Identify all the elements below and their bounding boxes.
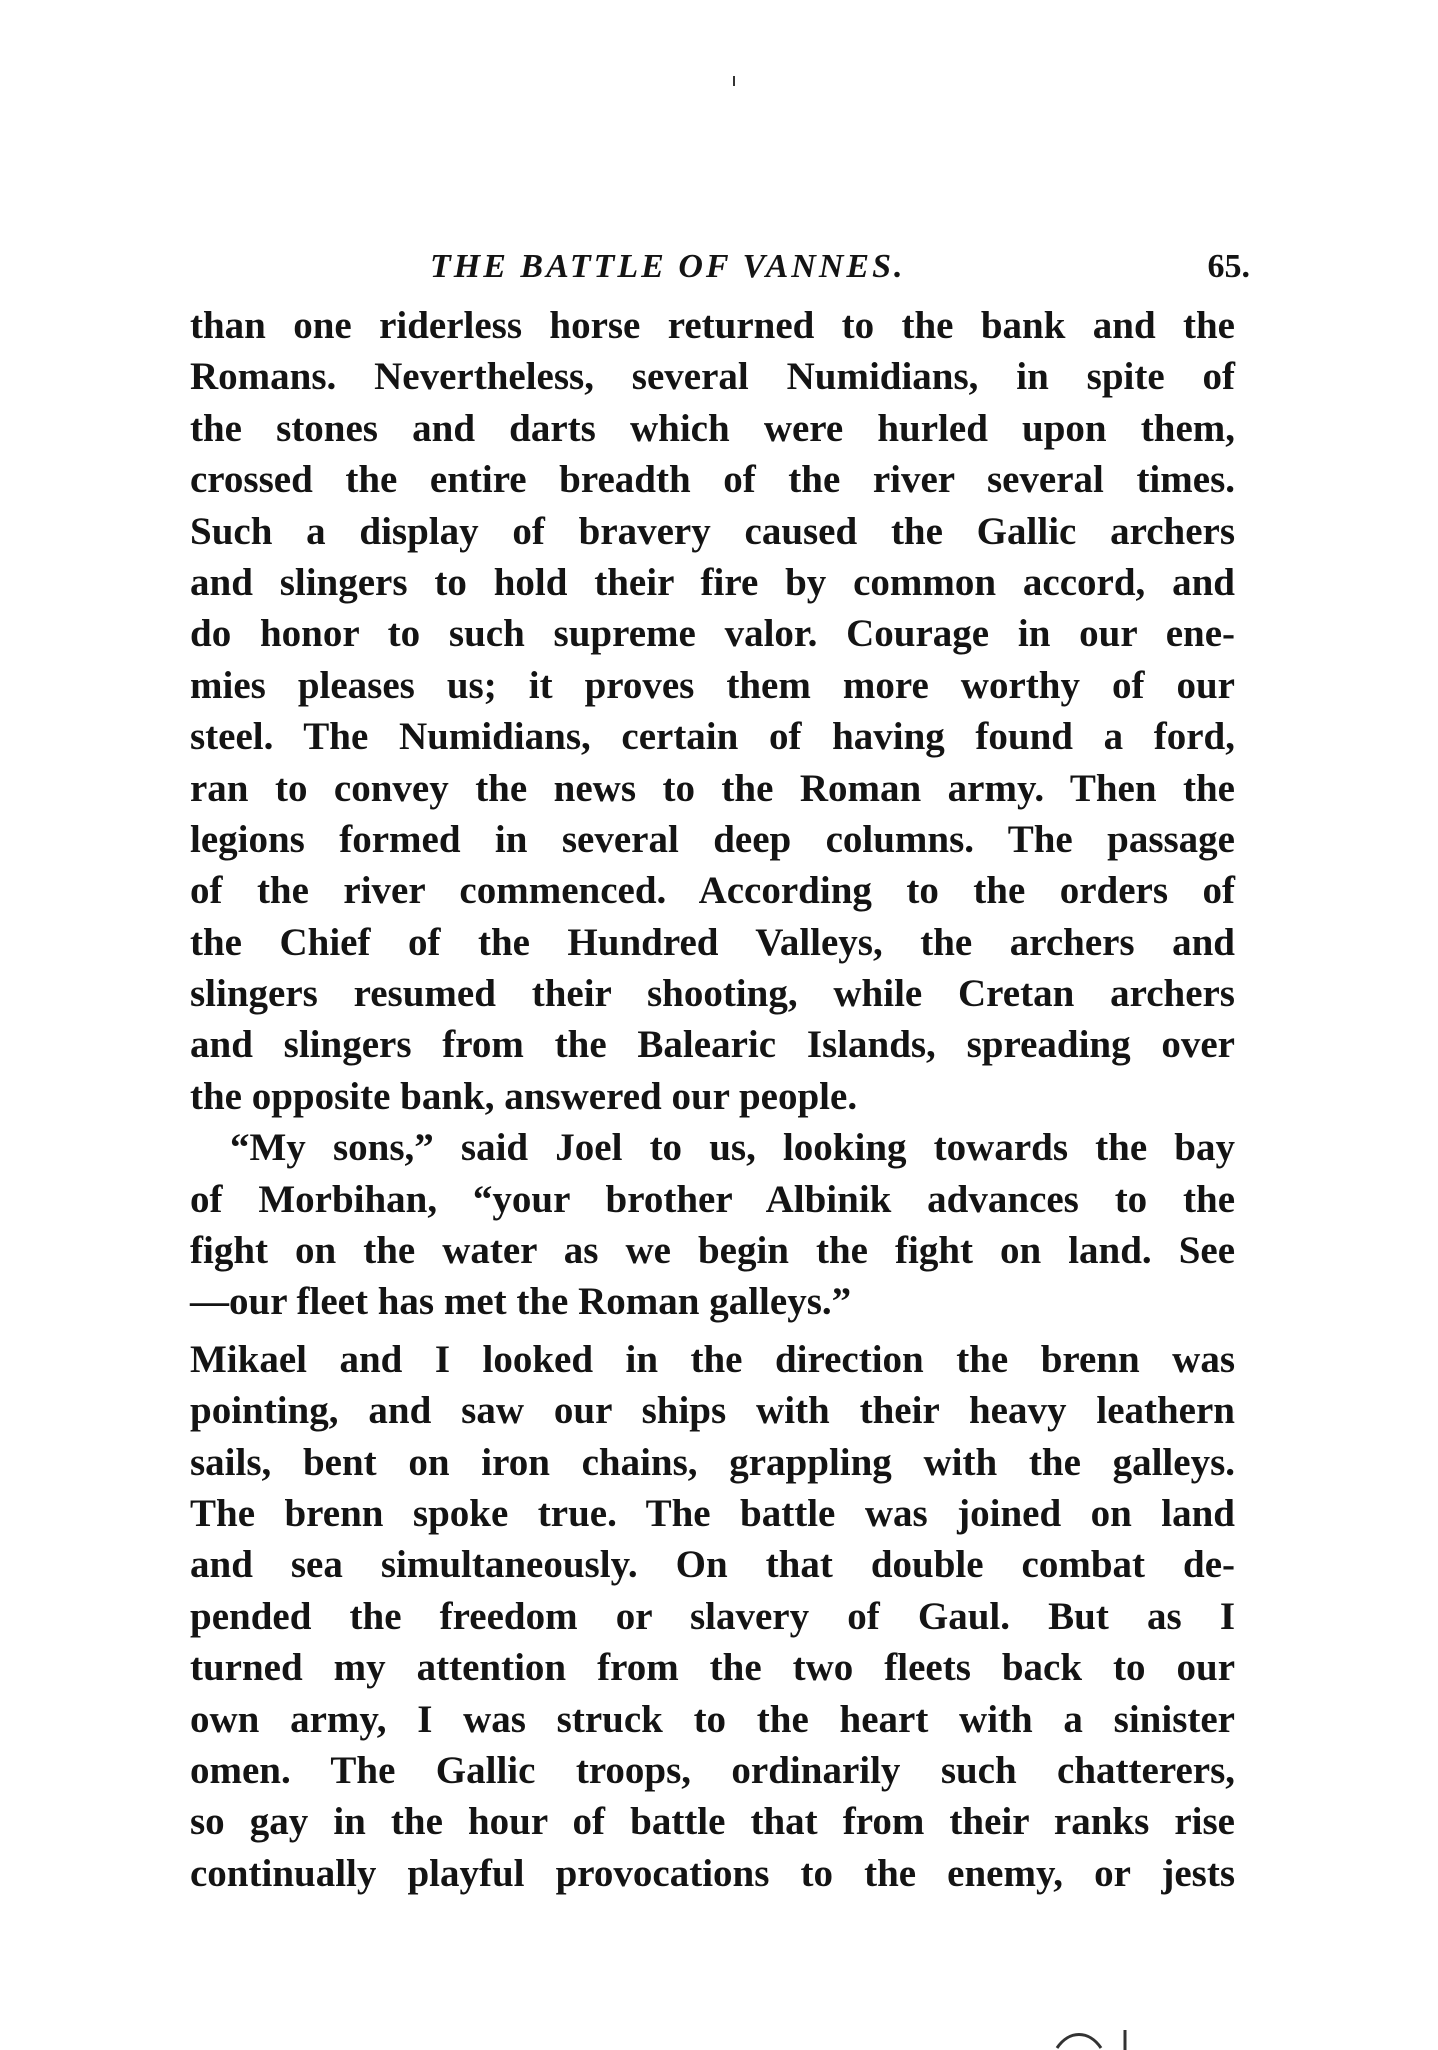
text-line: omen. The Gallic troops, ordinarily such chatterers, (190, 1748, 1235, 1792)
text-line: turned my attention from the two fleets back to our (190, 1646, 1235, 1690)
text-line: fight on the water as we begin the fight on land. See (190, 1229, 1235, 1273)
text-line: continually playful provocations to the enemy, or jests (190, 1851, 1235, 1895)
body-text (190, 300, 1235, 1899)
page-number: 65. (1207, 248, 1250, 285)
text-line: steel. The Numidians, certain of having found a ford, (190, 715, 1235, 759)
text-line: Romans. Nevertheless, several Numidians, in spite of (190, 355, 1235, 399)
text-line: and sea simultaneously. On that double combat de- (190, 1543, 1235, 1587)
text-line: legions formed in several deep columns. The passage (190, 817, 1235, 861)
text-line: slingers resumed their shooting, while Cretan archers (190, 972, 1235, 1016)
text-line: —our fleet has met the Roman galleys.” (190, 1280, 852, 1324)
text-line: the Chief of the Hundred Valleys, the archers and (190, 920, 1235, 964)
text-line: Such a display of bravery caused the Gallic archers (190, 509, 1235, 553)
text-line: sails, bent on iron chains, grappling with the galleys. (190, 1440, 1235, 1484)
text-line: of Morbihan, “your brother Albinik advances to the (190, 1177, 1235, 1221)
text-line: crossed the entire breadth of the river several times. (190, 458, 1235, 502)
text-line: do honor to such supreme valor. Courage in our ene- (190, 612, 1235, 656)
text-line: pended the freedom or slavery of Gaul. But as I (190, 1594, 1235, 1638)
text-line: and slingers from the Balearic Islands, spreading over (190, 1023, 1235, 1067)
running-title: THE BATTLE OF VANNES. (430, 248, 906, 285)
text-line: the stones and darts which were hurled upon them, (190, 406, 1235, 450)
text-line: The brenn spoke true. The battle was joined on land (190, 1491, 1235, 1535)
text-line: pointing, and saw our ships with their heavy leathern (190, 1389, 1235, 1433)
text-line: and slingers to hold their fire by common accord, and (190, 560, 1235, 604)
text-line: of the river commenced. According to the orders of (190, 869, 1235, 913)
text-line: ran to convey the news to the Roman army. Then the (190, 766, 1235, 810)
text-line: so gay in the hour of battle that from their ranks rise (190, 1800, 1235, 1844)
text-line: than one riderless horse returned to the bank and the (190, 304, 1235, 347)
text-line: the opposite bank, answered our people. (190, 1074, 858, 1118)
text-line: Mikael and I looked in the direction the brenn was (190, 1337, 1235, 1381)
print-mark (1055, 2022, 1135, 2050)
text-line: “My sons,” said Joel to us, looking towards the bay (230, 1126, 1235, 1170)
page-header (190, 245, 1250, 295)
text-line: own army, I was struck to the heart with a sinister (190, 1697, 1235, 1741)
text-line: mies pleases us; it proves them more worthy of our (190, 663, 1235, 707)
print-mark (733, 76, 735, 86)
